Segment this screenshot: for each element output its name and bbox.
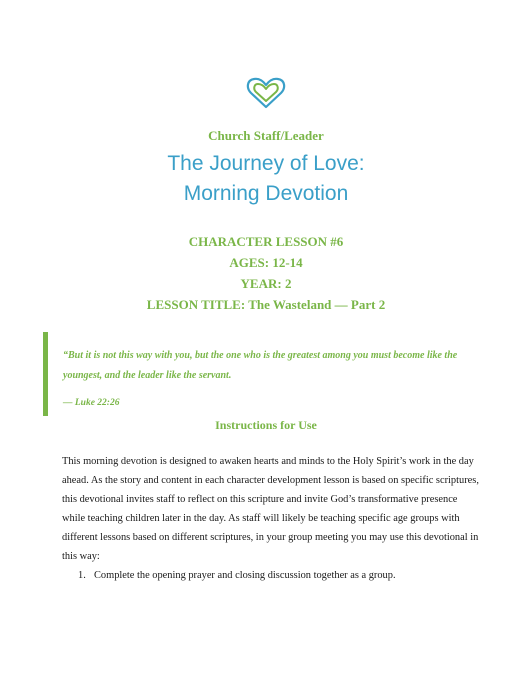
scripture-reference: — Luke 22:26 <box>63 398 120 408</box>
list-item <box>78 570 396 581</box>
lesson-title-label: LESSON TITLE: The Wasteland — Part 2 <box>146 297 386 312</box>
scripture-quote: “But it is not this way with you, but the one who is the greatest among you must become like the youngest, and the leader like the servant. <box>63 350 458 381</box>
list-item-text: Complete the opening prayer and closing discussion together as a group. <box>94 570 396 581</box>
heart-icon <box>246 76 286 110</box>
character-lesson-label: CHARACTER LESSON #6 <box>188 234 344 249</box>
list-item-number: 1. <box>78 570 86 581</box>
audience-label: Church Staff/Leader <box>208 128 324 143</box>
quote-accent-bar <box>43 332 48 416</box>
ages-label: AGES: 12-14 <box>229 255 303 270</box>
instructions-paragraph: This morning devotion is designed to awaken hearts and minds to the Holy Spirit’s work in the day ahead. As the story and content in each character development lesson is based on specific scriptures, this devotional invites staff to reflect on this scripture and invite God’s transformative presence while teaching children later in the day. As staff will likely be teaching specific age groups with different lessons based on different scriptures, in your group meeting you may use this devotional in this way: <box>62 456 479 562</box>
document-title-line-1: The Journey of Love: <box>167 152 365 175</box>
document-title-line-2: Morning Devotion <box>183 182 349 205</box>
instructions-heading: Instructions for Use <box>215 418 317 432</box>
year-label: YEAR: 2 <box>240 276 292 291</box>
